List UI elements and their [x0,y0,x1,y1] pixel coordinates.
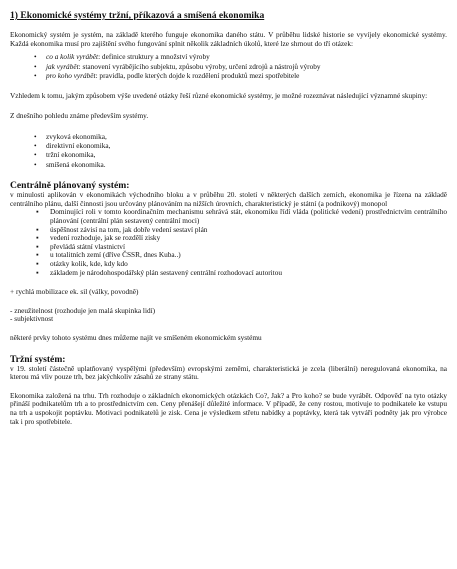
system-item: • tržní ekonomika, [10,150,447,159]
system-item: • zvyková ekonomika, [10,132,447,141]
document-page [10,10,447,426]
central-item: ▪ u totalitních zemí (dříve ČSSR, dnes Kuba..) [10,251,447,260]
central-item: ▪ základem je národohospodářský plán sestavený centrální rozhodovací autoritou [10,269,447,278]
market-paragraph: Ekonomika založená na trhu. Trh rozhoduje o základních ekonomických otázkách Co?, Jak? a Pro koho? se bude vyrábět. Odpověď na tyto otázky přináší podnikatelům trh a to prostřednictvím cen. Ceny přenášejí důležité informace. V případě, že ceny rostou, motivuje to podnikatele ke vstupu na trh a uspokojit poptávku. Motivaci podnikatelů je zisk. Cena je výsledkem střetu nabídky a poptávky, která tak vytváří podněty jak pro výrobce tak i pro spotřebitele. [10,390,447,426]
questions-list [10,52,447,80]
central-minus: - zneužitelnost (rozhoduje jen malá skupinka lidí) [10,305,156,315]
central-item: ▪ Dominující roli v tomto koordinačním mechanismu sehrává stát, ekonomiku řídí vláda (politické vedení) prostřednictvím centrálního plánování (centrální plán sestavený centrální moci) [10,208,447,225]
market-body: v 19. století částečně uplatňovaný vyspělými (především) evropskými zeměmi, charakteristická je zcela (liberální) neregulovaná ekonomika, na kterou má vliv pouze trh, bez jakýchkoliv zásahů ze strany státu. [10,363,447,382]
central-item: ▪ převládá státní vlastnictví [10,243,447,252]
central-items [10,208,447,277]
central-body: v minulosti aplikován v ekonomikách východního bloku a v průběhu 20. století v některých dalších zemích, ekonomika je řízena na základě centrálního plánu, další činnosti jsou určovány plánováním na nižších úrovních, charakteristický je státní (a podnikový) monopol [10,190,447,208]
intro-paragraph: Ekonomický systém je systém, na základě kterého funguje ekonomika daného státu. V průběhu lidské historie se vyvíjely ekonomické systémy. Každá ekonomika musí pro zajištění svého fungování splnit několik základních úkolů, které lze shrnout do tří otázek: [10,30,447,48]
central-minus: - subjektivnost [10,314,54,324]
system-item: • direktivní ekonomika, [10,141,447,150]
today-intro: Z dnešního pohledu známe především systémy. [10,111,149,120]
central-title: Centrálně plánovaný systém: [10,180,130,192]
central-item: ▪ vedení rozhoduje, jak se rozdělí zisky [10,234,447,243]
systems-list [10,132,447,170]
question-item: • co a kolik vyrábět: definice struktury a množství výroby [10,52,447,61]
market-title: Tržní systém: [10,353,66,365]
central-item: ▪ úspěšnost závisí na tom, jak dobře vedení sestaví plán [10,226,447,235]
central-item: ▪ otázky kolik, kde, kdy kdo [10,260,447,269]
answers-intro: Vzhledem k tomu, jakým způsobem výše uvedené otázky řeší různé ekonomické systémy, je možné rozeznávat následující významné skupiny: [10,91,428,101]
system-item: • smíšená ekonomika. [10,160,447,169]
question-item: • pro koho vyrábět: pravidla, podle kterých dojde k rozdělení produktů mezi spotřebitele [10,71,447,80]
central-plus: + rychlá mobilizace ek. sil (války, povodně) [10,287,139,297]
question-item: • jak vyrábět: stanovení vyrábějícího subjektu, způsobu výroby, určení zdrojů a nástrojů výroby [10,62,447,71]
document-heading: 1) Ekonomické systémy tržní, příkazová a smíšená ekonomika [10,10,265,21]
central-note: některé prvky tohoto systému dnes můžeme najít ve smíšeném ekonomickém systému [10,332,262,342]
